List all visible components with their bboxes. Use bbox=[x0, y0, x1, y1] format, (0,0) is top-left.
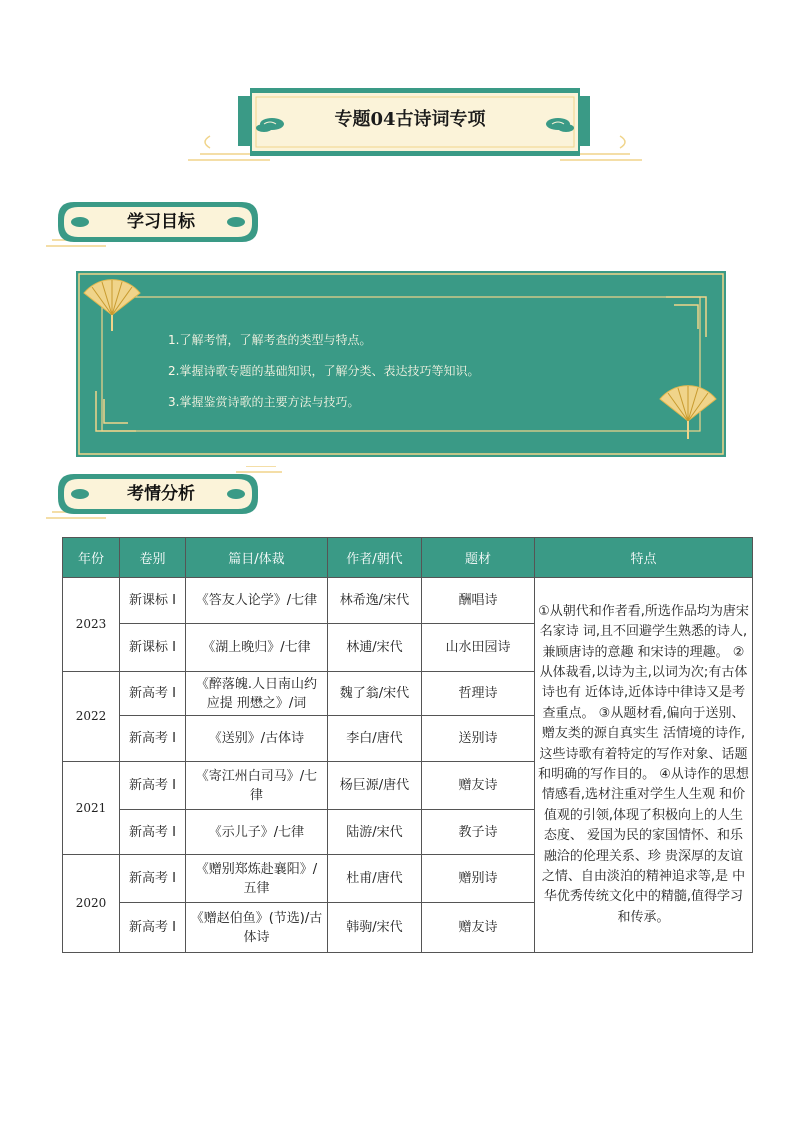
goal-item: 1.了解考情，了解考查的类型与特点。 bbox=[168, 333, 372, 347]
page-title: 专题04古诗词专项 bbox=[334, 109, 486, 130]
features-cell: ①从朝代和作者看,所选作品均为唐宋名家诗 词,且不回避学生熟悉的诗人,兼顾唐诗的意趣 和宋诗的理趣。 ②从体裁看,以诗为主,以词为次;有古体诗也有 近体诗,近体诗中律诗又是考查重点。 ③从题材看,偏向于送别、赠友类的源自真实生 活情境的诗作,这些诗歌有着特定的写作对象、话题和明确的写作目的。 ④从诗作的思想情感看,选材注重对学生人生观 和价值观的引领,体现了积极向上的人生态度、 爱国为民的家国情怀、和乐融洽的伦理关系、珍 贵深厚的友谊之情、自由淡泊的精神追求等,是 中华优秀传统文化中的精髓,值得学习和传承。 bbox=[535, 578, 753, 953]
author-cell: 杨巨源/唐代 bbox=[328, 762, 422, 810]
paper-cell: 新高考 I bbox=[120, 855, 186, 903]
exam-analysis-table bbox=[62, 537, 753, 953]
work-cell: 《答友人论学》/七律 bbox=[186, 578, 328, 624]
work-cell: 《赠别郑炼赴襄阳》/五律 bbox=[186, 855, 328, 903]
theme-cell: 送别诗 bbox=[422, 716, 535, 762]
paper-cell: 新高考 I bbox=[120, 810, 186, 855]
section-title-analysis: 考情分析 bbox=[127, 483, 195, 504]
title-banner bbox=[180, 84, 650, 166]
theme-cell: 赠友诗 bbox=[422, 762, 535, 810]
goals-panel bbox=[76, 271, 726, 457]
work-cell: 《醉落魄.人日南山约应提 刑懋之》/词 bbox=[186, 672, 328, 716]
goal-item: 2.掌握诗歌专题的基础知识，了解分类、表达技巧等知识。 bbox=[168, 364, 480, 378]
author-cell: 陆游/宋代 bbox=[328, 810, 422, 855]
column-header: 作者/朝代 bbox=[328, 538, 422, 578]
author-cell: 魏了翁/宋代 bbox=[328, 672, 422, 716]
goal-item: 3.掌握鉴赏诗歌的主要方法与技巧。 bbox=[168, 395, 360, 409]
author-cell: 韩驹/宋代 bbox=[328, 903, 422, 953]
goals-list bbox=[168, 329, 648, 422]
column-header: 特点 bbox=[535, 538, 753, 578]
author-cell: 林逋/宋代 bbox=[328, 624, 422, 672]
author-cell: 李白/唐代 bbox=[328, 716, 422, 762]
theme-cell: 酬唱诗 bbox=[422, 578, 535, 624]
theme-cell: 山水田园诗 bbox=[422, 624, 535, 672]
year-cell: 2020 bbox=[63, 855, 120, 953]
work-cell: 《寄江州白司马》/七律 bbox=[186, 762, 328, 810]
work-cell: 《示儿子》/七律 bbox=[186, 810, 328, 855]
theme-cell: 赠友诗 bbox=[422, 903, 535, 953]
column-header: 篇目/体裁 bbox=[186, 538, 328, 578]
paper-cell: 新课标 I bbox=[120, 578, 186, 624]
paper-cell: 新课标 I bbox=[120, 624, 186, 672]
theme-cell: 哲理诗 bbox=[422, 672, 535, 716]
paper-cell: 新高考 I bbox=[120, 716, 186, 762]
theme-cell: 赠别诗 bbox=[422, 855, 535, 903]
column-header: 年份 bbox=[63, 538, 120, 578]
section-header-goals bbox=[46, 194, 286, 252]
theme-cell: 教子诗 bbox=[422, 810, 535, 855]
column-header: 题材 bbox=[422, 538, 535, 578]
paper-cell: 新高考 I bbox=[120, 672, 186, 716]
work-cell: 《送别》/古体诗 bbox=[186, 716, 328, 762]
author-cell: 林希逸/宋代 bbox=[328, 578, 422, 624]
section-title-goals: 学习目标 bbox=[127, 211, 195, 232]
author-cell: 杜甫/唐代 bbox=[328, 855, 422, 903]
work-cell: 《湖上晚归》/七律 bbox=[186, 624, 328, 672]
table-row bbox=[63, 578, 753, 624]
column-header: 卷别 bbox=[120, 538, 186, 578]
paper-cell: 新高考 I bbox=[120, 762, 186, 810]
section-header-analysis bbox=[46, 466, 286, 524]
year-cell: 2023 bbox=[63, 578, 120, 672]
paper-cell: 新高考 I bbox=[120, 903, 186, 953]
work-cell: 《赠赵伯鱼》(节选)/古体诗 bbox=[186, 903, 328, 953]
year-cell: 2022 bbox=[63, 672, 120, 762]
year-cell: 2021 bbox=[63, 762, 120, 855]
table-header-row bbox=[63, 538, 753, 578]
